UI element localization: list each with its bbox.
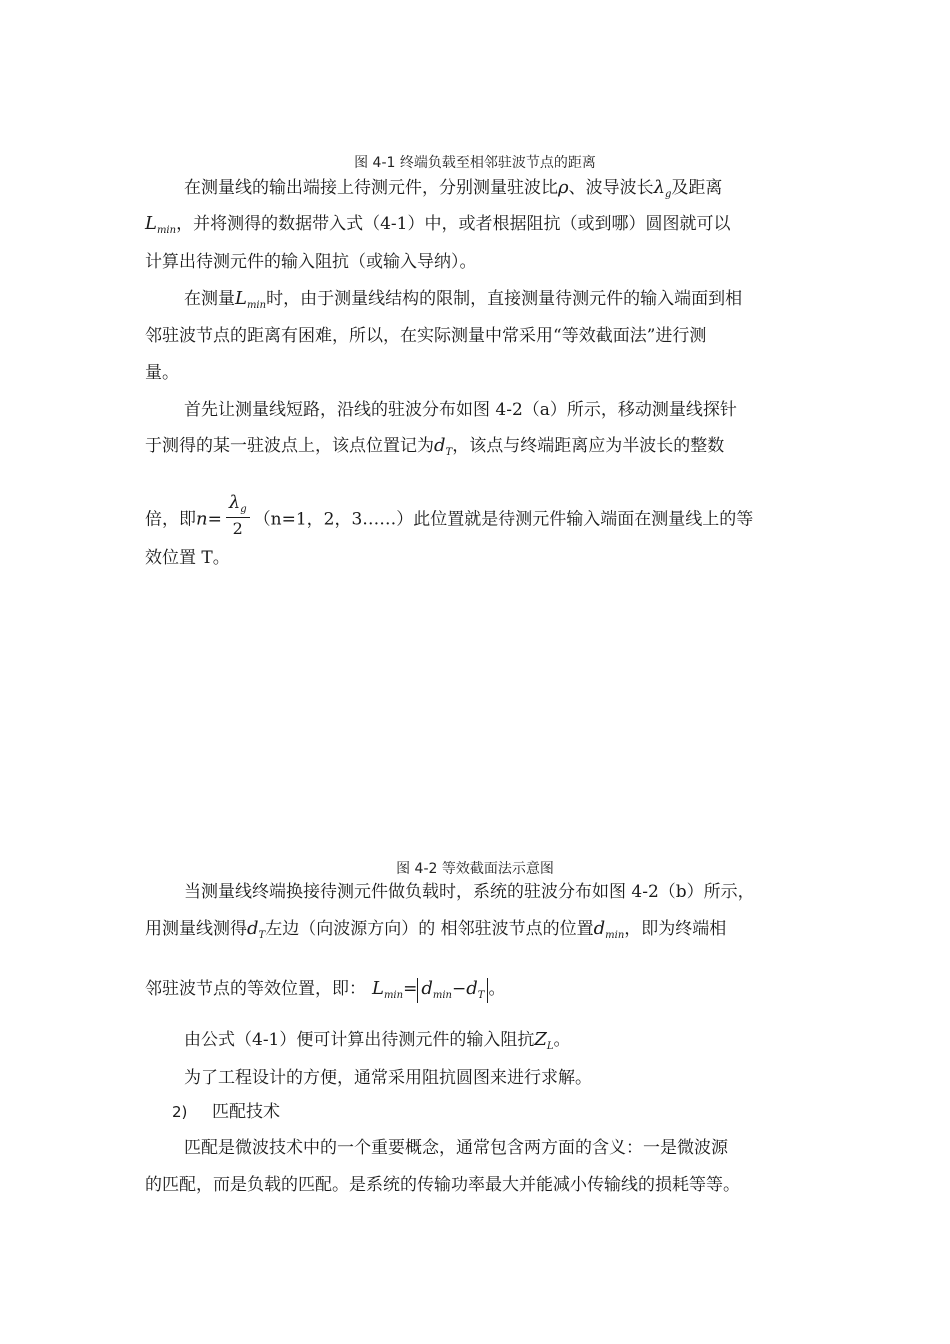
section-number: 2) [172,1103,188,1121]
paragraph-4-line-3: 邻驻波节点的等效位置，即： $L_{min}= d_{min}-d_T$ 。 [145,978,506,1001]
lambda-over-two-fraction: $\frac{\lambda_g}{2}$ [226,492,250,540]
paragraph-1-line-2: $L_{min}$，并将测得的数据带入式（4-1）中，或者根据阻抗（或到哪）圆图就可以 [145,213,731,236]
figure-4-1-caption: 图 4-1 终端负载至相邻驻波节点的距离 [354,155,596,171]
L-min-symbol: L [145,213,157,234]
d-T-symbol: d [247,918,259,939]
lambda-symbol: λ [653,177,666,198]
paragraph-7-line-1: 匹配是微波技术中的一个重要概念，通常包含两方面的含义：一是微波源 [184,1138,728,1158]
paragraph-6-line-1: 为了工程设计的方便，通常采用阻抗圆图来进行求解。 [184,1068,592,1088]
n-symbol: n [196,508,208,530]
paragraph-3-line-1: 首先让测量线短路，沿线的驻波分布如图 4-2（a）所示，移动测量线探针 [184,400,737,420]
paragraph-2-line-3: 量。 [145,363,179,383]
d-min-symbol: d [593,918,606,939]
figure-4-2-caption: 图 4-2 等效截面法示意图 [396,861,554,877]
paragraph-4-line-2: 用测量线测得$d_T$左边（向波源方向）的 相邻驻波节点的位置$d_{min}$，即为终端相 [145,918,727,941]
paragraph-3-line-4: 效位置 T。 [145,548,230,568]
paragraph-4-line-1: 当测量线终端换接待测元件做负载时，系统的驻波分布如图 4-2（b）所示， [184,882,755,902]
paragraph-3-line-3: 倍，即n= $\frac{\lambda_g}{2}$ （n=1，2，3……）此位置就是待测元件输入端面在测量线上的等 [145,492,754,538]
L-min-symbol: L [235,288,247,309]
d-T-symbol: d [434,435,446,456]
section-title: 匹配技术 [212,1102,280,1122]
L-min-symbol: L [372,978,384,999]
Z-L-symbol: Z [534,1029,547,1050]
paragraph-3-line-2: 于测得的某一驻波点上，该点位置记为$d_T$，该点与终端距离应为半波长的整数 [145,435,725,458]
paragraph-1-line-3: 计算出待测元件的输入阻抗（或输入导纳）。 [145,252,477,272]
paragraph-7-line-2: 的匹配，而是负载的匹配。是系统的传输功率最大并能减小传输线的损耗等等。 [145,1175,740,1195]
paragraph-2-line-1: 在测量$L_{min}$时，由于测量线结构的限制，直接测量待测元件的输入端面到相 [184,288,743,311]
rho-symbol: ρ [558,177,569,198]
paragraph-2-line-2: 邻驻波节点的距离有困难，所以，在实际测量中常采用“等效截面法”进行测 [145,326,707,346]
absolute-value-expression: $d_{min}-d_T$ [417,978,488,1003]
paragraph-5-line-1: 由公式（4-1）便可计算出待测元件的输入阻抗$Z_L$。 [184,1029,571,1052]
paragraph-1-line-1: 在测量线的输出端接上待测元件，分别测量驻波比ρ、波导波长$\lambda_g$及距离 [184,177,723,200]
